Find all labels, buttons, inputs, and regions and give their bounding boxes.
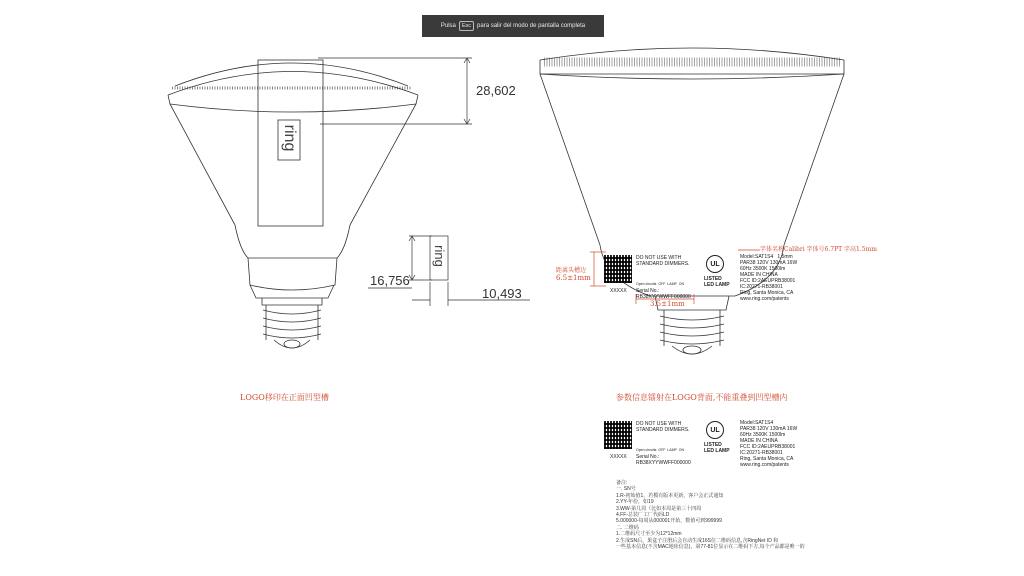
esc-key[interactable]: Esc: [459, 21, 474, 31]
dimmer-warning-upper: DO NOT USE WITH STANDARD DIMMERS.: [636, 255, 690, 267]
dim-left-label-2: 6.5±1mm: [556, 274, 591, 282]
banner-text: para salir del modo de pantalla completa: [477, 23, 586, 29]
dim-bottom-label: 3.5±1mm: [650, 300, 685, 308]
qr-code-upper: [604, 255, 632, 283]
left-bulb-drawing: [168, 60, 418, 348]
xxxxx-lower: XXXXX: [610, 454, 627, 460]
dim-16756-text: 16,756: [370, 273, 410, 288]
serial-upper: Serial No.: RB38XYYWWFF000000: [636, 288, 691, 300]
qr-code-lower: [604, 421, 632, 449]
model-info-lower: Model:SAT1S4 PAR38 120V 130mA 16W 60Hz 3500K 1500lm MADE IN CHINA FCC ID:2AEUPRB38001 IC:20271-RB38001 Ring, Santa Monica, CA www.ring.com/patents: [740, 420, 798, 468]
icons-row-lower: Open circuits OFF LAMP ON: [636, 448, 684, 452]
ul-logo-upper: UL: [706, 255, 724, 273]
dim-28602-text: 28,602: [476, 83, 516, 98]
serial-lower: Serial No.: RB38XYYWWFF000000: [636, 454, 691, 466]
dim-10493-text: 10,493: [482, 286, 522, 301]
left-screw-threads: [263, 305, 321, 348]
logo-ring-left: ring: [281, 124, 298, 152]
ul-listed-upper: LISTED LED LAMP: [704, 276, 730, 288]
right-bulb-drawing: [540, 48, 844, 354]
xxxxx-upper: XXXXX: [610, 288, 627, 294]
dim-left-label-1: 距离头槽边: [556, 267, 587, 274]
dimmer-warning-lower: DO NOT USE WITH STANDARD DIMMERS.: [636, 421, 690, 433]
font-note: 字体名称Calibri 字体号6.7PT 字高1.5mm: [760, 246, 877, 253]
ul-logo-lower: UL: [706, 421, 724, 439]
model-info-upper: Model:SAT1S4 1.5mm PAR38 120V 130mA 16W 60Hz 3500K 1500lm MADE IN CHINA FCC ID:2AEUPRB38001 IC:20271-RB38001 Ring, Santa Monica, CA www.ring.com/patents: [740, 254, 798, 302]
banner-pulsa: Pulsa: [440, 23, 456, 29]
logo-ring-detail: ring: [432, 245, 447, 267]
right-screw-threads: [660, 310, 724, 354]
right-caption: 参数信息镭射在LOGO背面,不能重叠到凹型槽内: [616, 393, 788, 402]
icons-row-upper: Open circuits OFF LAMP ON: [636, 282, 684, 286]
ul-listed-lower: LISTED LED LAMP: [704, 442, 730, 454]
notes-block: 备注: 一. SN号 1.R-初始值1，若模有版本更新，客户会正式通知 2.YY-年份，如19 3.WW-第几周（比如本周是第三十四周 4.FF-总装厂工厂代码LD 5.000000-每周从000001开始，数值可到999999 二. 二维码 1.二维码尺寸至少为12*12mm 2.生成SN后，果盒子注册后会自动生成16S位二维码信息,含RingNet ID 和 一些基本信息(不含MAC地址信息)，第77-81位显示在二维码下方,每个产品都是唯一的: [616, 480, 805, 551]
left-caption: LOGO移印在正面凹型槽: [240, 393, 329, 402]
dim-28602: [318, 58, 472, 124]
